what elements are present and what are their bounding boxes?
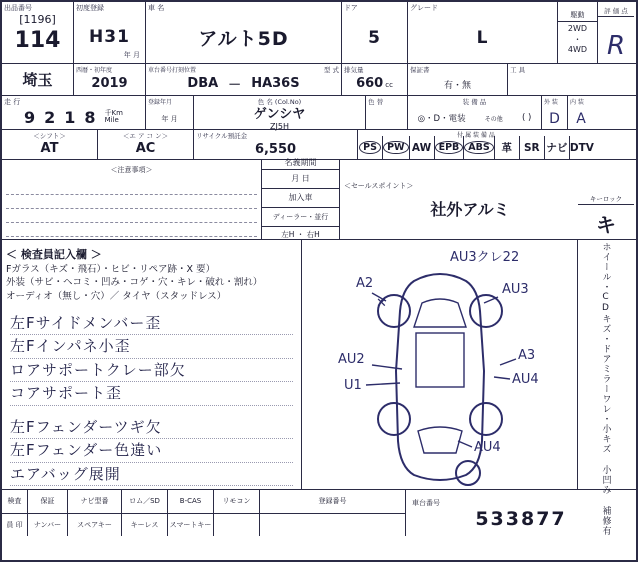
car-name-cell <box>146 2 342 63</box>
caution-cell <box>2 160 262 239</box>
model-prefix: DBA <box>187 76 219 91</box>
right-vertical-note: ホイール・CDキズ・ドアミラーワレ・小キズ 小凹み 補修有 <box>600 242 611 536</box>
color-value: ゲンシヤ <box>253 106 306 122</box>
stamp-position-label: 車台番号打刻位置 <box>148 67 197 74</box>
car-diagram-svg <box>302 241 578 489</box>
svg-text:✕: ✕ <box>376 295 387 311</box>
accessory-aw[interactable]: AW <box>410 136 435 159</box>
model-code-cell <box>146 64 342 95</box>
handwritten-note: ロアサポートクレー部欠 <box>10 359 293 383</box>
mileage-row <box>2 96 636 130</box>
mileage-label: 走 行 <box>4 98 21 106</box>
equipment-option: ◎・D・電装 <box>417 114 466 124</box>
car-name-value: アルト5D <box>198 28 289 50</box>
selling-point-label: ＜セールスポイント＞ <box>344 182 414 190</box>
prefecture-cell <box>2 64 74 95</box>
displacement-cell <box>342 64 408 95</box>
caution-line <box>6 223 257 237</box>
accessory-sunroof[interactable]: SR <box>520 136 545 159</box>
bottom-label: 員 印 <box>6 520 23 529</box>
grade-label: グレード <box>410 4 438 12</box>
handwritten-note: 左Fフェンダー色違い <box>10 439 293 463</box>
notes-row <box>2 160 636 240</box>
first-registration-label: 初度登録 <box>76 4 104 12</box>
bottom-label: ロム／SD <box>122 490 167 514</box>
drive-2wd: 2WD <box>567 23 588 33</box>
first-registration-cell <box>74 2 146 63</box>
ownership-row: ディーラー・並行 <box>262 208 339 227</box>
evaluation-cell <box>598 2 634 63</box>
accessory-dtv[interactable]: DTV <box>569 141 594 154</box>
model-code-label: 型 式 <box>323 66 339 74</box>
shift-value: AT <box>40 141 59 156</box>
bottom-label: ナンバー <box>33 520 62 529</box>
handwritten-note: 左Fフェンダーツギ欠 <box>10 416 293 440</box>
right-notes-cell <box>578 195 634 536</box>
year-cell <box>74 64 146 95</box>
evaluation-label: 評 価 点 <box>598 5 634 17</box>
inspector-title: ＜ 検査員記入欄 ＞ <box>6 247 102 261</box>
recycle-fee-label: リサイクル預託金 <box>196 132 248 140</box>
registration-date-label: 登録年月 <box>148 99 173 106</box>
inspector-notes-cell <box>2 240 302 489</box>
mileage-unit: 千Km Mile <box>104 109 123 124</box>
recycle-fee-value: 6,550 <box>254 141 297 157</box>
mileage-cell <box>2 96 146 129</box>
prefecture-value: 埼玉 <box>22 71 53 89</box>
bcas-cell <box>168 490 214 536</box>
inspector-line: オーディオ（無し・穴）／ タイヤ（スタッドレス） <box>6 291 227 303</box>
bottom-label: スマートキー <box>169 520 212 529</box>
mileage-digit: 9 <box>24 107 36 127</box>
remote-cell <box>214 490 260 536</box>
aircon-cell <box>98 130 194 159</box>
mileage-digit: 8 <box>84 107 96 127</box>
selling-point-value: 社外アルミ <box>430 200 510 219</box>
equipment-cell <box>408 96 542 129</box>
inspector-line: Fガラス（キズ・飛石）・ヒビ・リペア跡・X 要） <box>6 263 216 275</box>
bottom-row <box>2 490 636 536</box>
registration-date-cell <box>146 96 194 129</box>
key-lock-label: キーロック <box>578 193 634 205</box>
lot-number-value: 114 <box>14 27 61 53</box>
caution-line <box>6 181 257 195</box>
bottom-label: B-CAS <box>168 490 213 514</box>
displacement-label: 排気量 <box>344 66 364 74</box>
evaluation-value: R <box>606 30 626 61</box>
accessory-epb[interactable]: EPB <box>435 136 465 159</box>
drive-label: 駆動 <box>558 9 597 22</box>
year-value: 2019 <box>91 75 128 91</box>
caution-line <box>6 209 257 223</box>
car-name-label: 車 名 <box>148 4 165 12</box>
first-registration-sub: 年 月 <box>123 51 140 60</box>
accessory-navi[interactable]: ナビ <box>545 136 570 159</box>
mileage-digit: 2 <box>44 107 56 127</box>
inspector-seal-cell <box>2 490 28 536</box>
drive-4wd: 4WD <box>567 45 588 55</box>
grade-cell <box>408 2 558 63</box>
displacement-value: 660 <box>356 76 384 91</box>
grade-value: L <box>476 27 489 48</box>
interior-cell <box>568 96 594 129</box>
inspector-line: 外装（サビ・ヘコミ・凹み・コゲ・穴・キレ・破れ・割れ） <box>6 277 263 289</box>
tools-cell <box>508 64 558 95</box>
equipment-option: その他 <box>484 115 503 123</box>
ownership-row: 左H ・ 右H <box>281 230 320 239</box>
drive-cell <box>558 2 598 63</box>
bottom-label: キーレス <box>130 520 159 529</box>
ownership-row: 加入車 <box>262 189 339 208</box>
door-value: 5 <box>368 27 381 48</box>
registration-number-cell <box>260 490 406 536</box>
caution-label: ＜注意事項＞ <box>110 165 153 174</box>
color-cell <box>194 96 366 129</box>
displacement-unit: cc <box>385 81 393 89</box>
svg-text:U1: U1 <box>344 377 362 393</box>
bottom-label: 検査 <box>2 490 27 514</box>
shift-label: ＜シフト＞ <box>33 132 66 140</box>
bottom-label: リモコン <box>214 490 259 514</box>
color-change-cell <box>366 96 408 129</box>
accessory-leather[interactable]: 革 <box>495 136 520 159</box>
chassis-number-value: 533877 <box>475 508 567 530</box>
handwritten-note: エアバッグ展開 <box>10 463 293 487</box>
navi-model-cell <box>68 490 122 536</box>
year-label: 西暦・初年度 <box>76 67 113 74</box>
lot-number-label: 出品番号 <box>4 4 32 12</box>
ownership-label: 名義期間 <box>262 156 339 170</box>
interior-label: 内 装 <box>570 99 584 106</box>
equipment-option: ( ) <box>522 113 532 123</box>
chassis-number-cell <box>406 490 636 536</box>
bottom-label: 登録番号 <box>260 490 405 514</box>
handwritten-note: 左Fサイドメンバー歪 <box>10 312 293 336</box>
lot-number-cell <box>2 2 74 63</box>
lot-bracket: [1196] <box>19 12 56 26</box>
car-diagram-cell <box>302 240 578 489</box>
tools-label: 工 具 <box>510 66 526 74</box>
svg-text:AU4: AU4 <box>474 439 501 455</box>
caution-line <box>6 195 257 209</box>
color-label: 色 名 (Col.No) <box>257 98 302 106</box>
equipment-label: 装 備 品 <box>462 98 487 106</box>
shift-cell <box>2 130 98 159</box>
svg-text:AU3クレ22: AU3クレ22 <box>450 249 520 265</box>
drive-dot: ・ <box>573 34 582 44</box>
warranty-value: 有・無 <box>443 81 471 91</box>
svg-text:AU2: AU2 <box>338 351 365 367</box>
svg-text:A2: A2 <box>356 275 374 291</box>
mileage-digit: 1 <box>64 107 76 127</box>
interior-value: A <box>576 110 586 127</box>
handwritten-note: 左Fインパネ小歪 <box>10 335 293 359</box>
selling-point-cell <box>340 160 600 239</box>
registration-date-sub: 年 月 <box>161 114 178 123</box>
accessory-pw[interactable]: PW <box>383 136 409 159</box>
accessory-ps[interactable]: PS <box>358 136 383 159</box>
aircon-value: AC <box>135 141 156 156</box>
bottom-label: スペアキー <box>77 520 112 529</box>
aircon-label: ＜エ ア コ ン＞ <box>122 132 169 140</box>
door-cell <box>342 2 408 63</box>
accessories-cell <box>358 130 594 159</box>
registration-row <box>2 64 636 96</box>
key-lock-value: キ <box>596 213 616 237</box>
handwritten-note: コアサポート歪 <box>10 382 293 406</box>
header-row <box>2 2 636 64</box>
warranty-cell <box>408 64 508 95</box>
warranty-label: 保証書 <box>410 66 430 74</box>
first-registration-value: H31 <box>89 26 130 47</box>
svg-text:A3: A3 <box>518 347 536 363</box>
accessory-abs[interactable]: ABS <box>464 136 494 159</box>
exterior-value: D <box>549 110 560 127</box>
ownership-row: 月 日 <box>262 170 339 189</box>
model-dash: － <box>228 78 242 93</box>
registration-number-value <box>260 514 405 537</box>
accessories-label: 付 属 装 備 品 <box>457 132 495 139</box>
remote-value <box>214 514 259 537</box>
exterior-label: 外 装 <box>544 99 558 106</box>
door-label: ドア <box>344 4 358 12</box>
svg-text:AU3: AU3 <box>502 281 529 297</box>
color-code: ZJ5H <box>270 121 289 131</box>
ownership-cell <box>262 160 340 239</box>
recycle-fee-cell <box>194 130 358 159</box>
bottom-label: ナビ型番 <box>68 490 121 514</box>
model-code-value: HA36S <box>251 76 300 91</box>
rom-sd-cell <box>122 490 168 536</box>
warranty-number-cell <box>28 490 68 536</box>
svg-text:AU4: AU4 <box>512 371 539 387</box>
color-change-label: 色 替 <box>368 98 384 106</box>
chassis-number-label: 車台番号 <box>412 499 440 507</box>
exterior-cell <box>542 96 568 129</box>
mileage-digits <box>2 108 145 127</box>
bottom-label: 保証 <box>28 490 67 514</box>
